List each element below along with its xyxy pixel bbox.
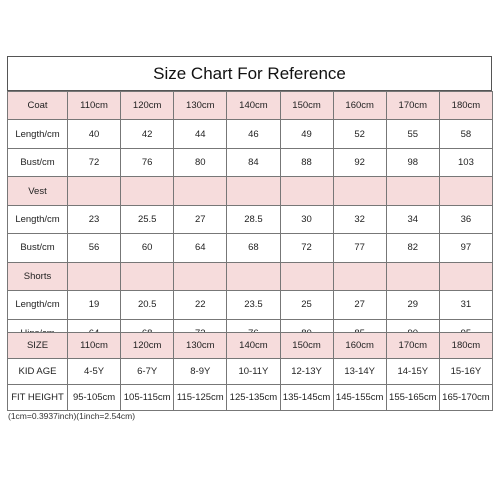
blank-header-cell bbox=[439, 177, 492, 205]
size-header: 110cm bbox=[68, 333, 121, 359]
size-header: 130cm bbox=[174, 92, 227, 120]
size-header: 140cm bbox=[227, 92, 280, 120]
blank-header-cell bbox=[333, 262, 386, 290]
fit-table bbox=[7, 332, 493, 411]
row-label: Bust/cm bbox=[8, 148, 68, 176]
measurement-cell: 103 bbox=[439, 148, 492, 176]
size-header: 180cm bbox=[439, 333, 492, 359]
table-row bbox=[8, 234, 493, 262]
measurement-cell: 27 bbox=[174, 205, 227, 233]
measurement-cell: 20.5 bbox=[121, 291, 174, 319]
size-header: 160cm bbox=[333, 333, 386, 359]
row-label: Bust/cm bbox=[8, 234, 68, 262]
measurement-cell: 30 bbox=[280, 205, 333, 233]
measurement-cell: 27 bbox=[333, 291, 386, 319]
blank-header-cell bbox=[439, 262, 492, 290]
measurement-cell: 64 bbox=[174, 234, 227, 262]
measurement-cell: 22 bbox=[174, 291, 227, 319]
fit-cell: 105-115cm bbox=[121, 385, 174, 411]
size-header: 160cm bbox=[333, 92, 386, 120]
measurement-cell: 72 bbox=[68, 148, 121, 176]
fit-cell: 15-16Y bbox=[439, 359, 492, 385]
row-label: FIT HEIGHT bbox=[8, 385, 68, 411]
blank-header-cell bbox=[68, 262, 121, 290]
measurement-cell: 23 bbox=[68, 205, 121, 233]
row-label: Length/cm bbox=[8, 120, 68, 148]
measurement-cell: 88 bbox=[280, 148, 333, 176]
fit-cell: 165-170cm bbox=[439, 385, 492, 411]
measurement-cell: 19 bbox=[68, 291, 121, 319]
size-header: 130cm bbox=[174, 333, 227, 359]
size-header: 150cm bbox=[280, 333, 333, 359]
blank-header-cell bbox=[280, 177, 333, 205]
fit-cell: 155-165cm bbox=[386, 385, 439, 411]
measurement-cell: 36 bbox=[439, 205, 492, 233]
blank-header-cell bbox=[227, 177, 280, 205]
fit-cell: 13-14Y bbox=[333, 359, 386, 385]
row-label: Length/cm bbox=[8, 291, 68, 319]
measurement-cell: 34 bbox=[386, 205, 439, 233]
blank-header-cell bbox=[121, 177, 174, 205]
row-label: Length/cm bbox=[8, 205, 68, 233]
fit-cell: 14-15Y bbox=[386, 359, 439, 385]
section-label: Coat bbox=[8, 92, 68, 120]
measurement-cell: 80 bbox=[174, 148, 227, 176]
section-header-row bbox=[8, 177, 493, 205]
measurement-cell: 92 bbox=[333, 148, 386, 176]
table-row bbox=[8, 120, 493, 148]
blank-header-cell bbox=[280, 262, 333, 290]
section-label: Shorts bbox=[8, 262, 68, 290]
blank-header-cell bbox=[68, 177, 121, 205]
blank-header-cell bbox=[227, 262, 280, 290]
size-header: 140cm bbox=[227, 333, 280, 359]
measurement-cell: 76 bbox=[121, 148, 174, 176]
fit-cell: 6-7Y bbox=[121, 359, 174, 385]
measurement-cell: 42 bbox=[121, 120, 174, 148]
size-header: 170cm bbox=[386, 92, 439, 120]
blank-header-cell bbox=[174, 262, 227, 290]
blank-header-cell bbox=[386, 177, 439, 205]
size-header: 120cm bbox=[121, 92, 174, 120]
measurement-cell: 68 bbox=[227, 234, 280, 262]
conversion-note: (1cm=0.3937inch)(1inch=2.54cm) bbox=[8, 411, 136, 421]
measurement-cell: 82 bbox=[386, 234, 439, 262]
blank-header-cell bbox=[121, 262, 174, 290]
section-label: Vest bbox=[8, 177, 68, 205]
blank-header-cell bbox=[386, 262, 439, 290]
fit-cell: 115-125cm bbox=[174, 385, 227, 411]
section-header-row bbox=[8, 92, 493, 120]
table-row bbox=[8, 359, 493, 385]
fit-cell: 8-9Y bbox=[174, 359, 227, 385]
measurement-cell: 25 bbox=[280, 291, 333, 319]
size-header: 110cm bbox=[68, 92, 121, 120]
measurement-cell: 28.5 bbox=[227, 205, 280, 233]
measurement-cell: 25.5 bbox=[121, 205, 174, 233]
fit-cell: 10-11Y bbox=[227, 359, 280, 385]
chart-title: Size Chart For Reference bbox=[7, 56, 492, 91]
measurement-cell: 60 bbox=[121, 234, 174, 262]
size-header: 150cm bbox=[280, 92, 333, 120]
fit-cell: 135-145cm bbox=[280, 385, 333, 411]
measurement-cell: 97 bbox=[439, 234, 492, 262]
measurement-cell: 32 bbox=[333, 205, 386, 233]
measurement-table bbox=[7, 91, 493, 348]
measurement-cell: 23.5 bbox=[227, 291, 280, 319]
measurement-cell: 84 bbox=[227, 148, 280, 176]
measurement-cell: 98 bbox=[386, 148, 439, 176]
blank-header-cell bbox=[333, 177, 386, 205]
measurement-cell: 46 bbox=[227, 120, 280, 148]
table-row bbox=[8, 291, 493, 319]
row-label: KID AGE bbox=[8, 359, 68, 385]
table-row bbox=[8, 205, 493, 233]
fit-cell: 145-155cm bbox=[333, 385, 386, 411]
measurement-cell: 52 bbox=[333, 120, 386, 148]
measurement-cell: 55 bbox=[386, 120, 439, 148]
section-header-row bbox=[8, 262, 493, 290]
blank-header-cell bbox=[174, 177, 227, 205]
measurement-cell: 29 bbox=[386, 291, 439, 319]
measurement-cell: 49 bbox=[280, 120, 333, 148]
fit-cell: 95-105cm bbox=[68, 385, 121, 411]
table-row bbox=[8, 148, 493, 176]
fit-cell: 125-135cm bbox=[227, 385, 280, 411]
measurement-cell: 56 bbox=[68, 234, 121, 262]
measurement-cell: 72 bbox=[280, 234, 333, 262]
size-header-row bbox=[8, 333, 493, 359]
size-header: 180cm bbox=[439, 92, 492, 120]
measurement-cell: 44 bbox=[174, 120, 227, 148]
fit-cell: 12-13Y bbox=[280, 359, 333, 385]
measurement-cell: 58 bbox=[439, 120, 492, 148]
size-header: 170cm bbox=[386, 333, 439, 359]
measurement-cell: 40 bbox=[68, 120, 121, 148]
size-header: 120cm bbox=[121, 333, 174, 359]
table-row bbox=[8, 385, 493, 411]
size-header-label: SIZE bbox=[8, 333, 68, 359]
fit-cell: 4-5Y bbox=[68, 359, 121, 385]
measurement-cell: 77 bbox=[333, 234, 386, 262]
measurement-cell: 31 bbox=[439, 291, 492, 319]
